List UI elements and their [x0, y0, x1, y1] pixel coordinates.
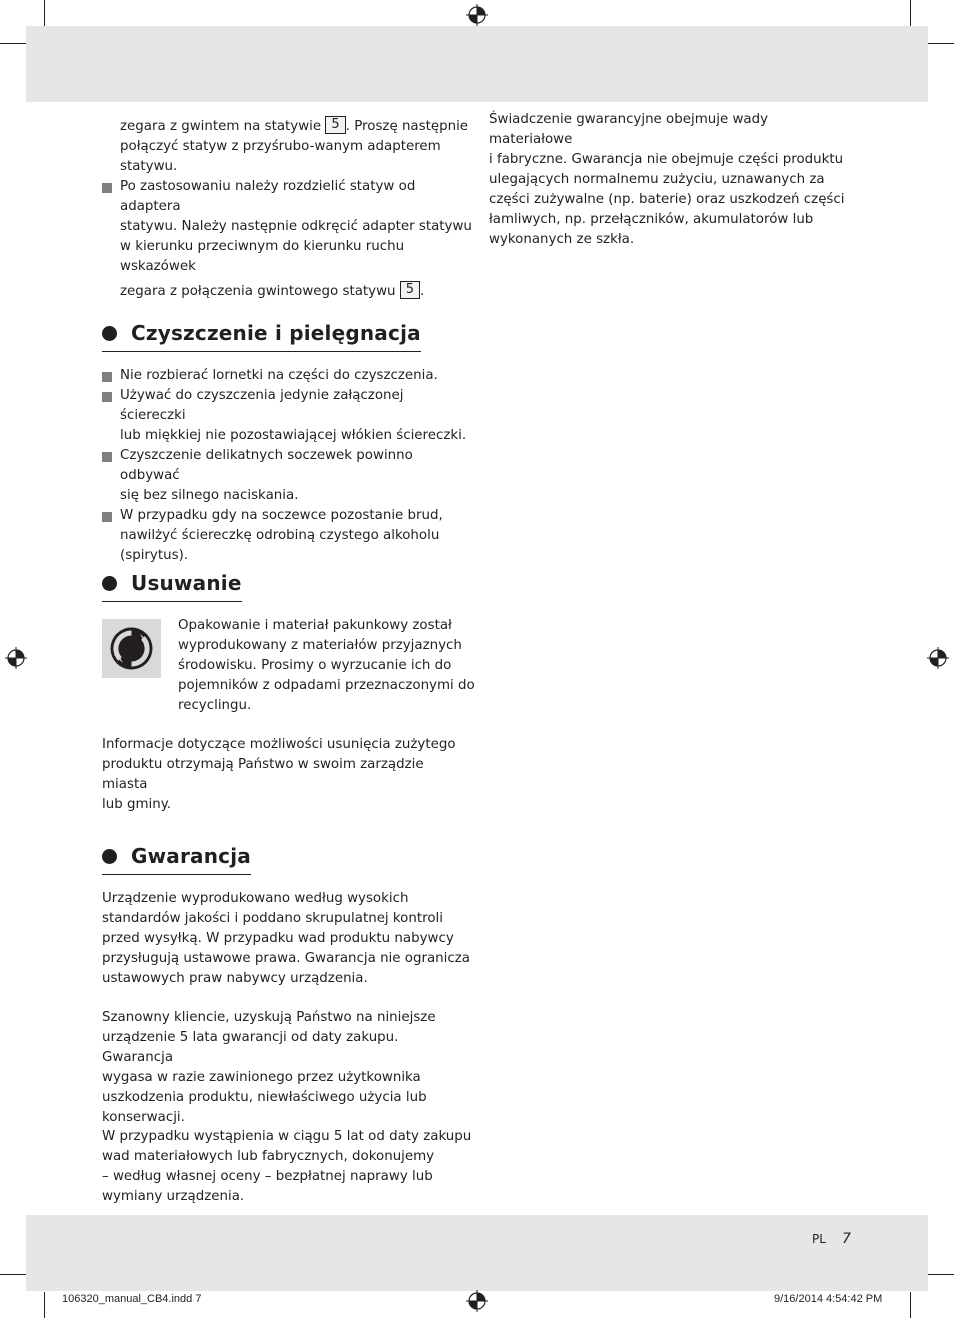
crop-mark: [910, 0, 911, 26]
section-heading-disposal: Usuwanie: [102, 571, 242, 596]
warranty-paragraph-1: Urządzenie wyprodukowano według wysokich standardów jakości i poddano skrupulatnej kontroli przed wysyłką. W przypadku wad produktu nabywcy przysługują ustawowe prawa. Gwarancja nie ogranicza ustawowych praw nabywcy urządzenia.: [102, 891, 470, 986]
page-number: 7: [842, 1231, 851, 1247]
heading-dot-icon: [102, 576, 117, 591]
crop-mark: [0, 1274, 26, 1275]
crop-mark: [44, 0, 45, 26]
disposal-info: Informacje dotyczące możliwości usunięcia zużytego produktu otrzymają Państwo w swoim zarządzie miasta lub gminy.: [102, 737, 456, 812]
registration-mark-icon: [466, 4, 488, 26]
packaging-text: Opakowanie i materiał pakunkowy został wyprodukowany z materiałów przyjaznych środowisku. Prosimy o wyrzucanie ich do pojemników z odpadami przeznaczonymi do recyclingu.: [178, 618, 475, 713]
figure-reference: 5: [325, 116, 345, 134]
figure-reference: 5: [400, 281, 420, 299]
crop-mark: [910, 1292, 911, 1318]
bullet-square-icon: [102, 372, 112, 382]
recycle-icon: [102, 619, 161, 678]
list-item: Po zastosowaniu należy rozdzielić statyw od adaptera statywu. Należy następnie odkręcić adapter statywu w kierunku przeciwnym do kierunku ruchu wskazówek zegara z połączenia gwintowego statywu 5 .: [102, 177, 472, 302]
list-item: Używać do czyszczenia jedynie załączonej ściereczki lub miękkiej nie pozostawiającej włókien ściereczki.: [102, 386, 472, 446]
recycle-symbol: [102, 619, 161, 678]
bullet-square-icon: [102, 183, 112, 193]
heading-dot-icon: [102, 849, 117, 864]
heading-underline: [102, 351, 421, 352]
bullet-square-icon: [102, 512, 112, 522]
list-item: W przypadku gdy na soczewce pozostanie brud, nawilżyć ściereczkę odrobiną czystego alkoholu (spirytus).: [102, 506, 472, 566]
print-slug-date: 9/16/2014 4:54:42 PM: [774, 1293, 883, 1305]
header-band: [26, 26, 928, 102]
heading-underline: [102, 601, 242, 602]
heading-underline: [102, 874, 251, 875]
crop-mark: [44, 1292, 45, 1318]
list-item: Nie rozbierać lornetki na części do czyszczenia.: [102, 366, 472, 386]
registration-mark-icon: [466, 1290, 488, 1312]
bullet-square-icon: [102, 452, 112, 462]
warranty-paragraph-2: Szanowny kliencie, uzyskują Państwo na niniejsze urządzenie 5 lata gwarancji od daty zakupu. Gwarancja wygasa w razie zawinionego przez użytkownika uszkodzenia produktu, niewłaściwego użycia lub konserwacji.: [102, 1010, 436, 1125]
registration-mark-icon: [5, 647, 27, 669]
crop-mark: [0, 43, 26, 44]
section-heading-warranty: Gwarancja: [102, 844, 251, 869]
tripod-instructions: zegara z gwintem na statywie 5 . Proszę następnie połączyć statyw z przyśrubo-wanym adapterem statywu. Po zastosowaniu należy rozdzielić statyw od adaptera statywu. Należy następnie odkręcić adapter statywu w kierunku przeciwnym do kierunku ruchu wskazówek zegara z połączenia gwintowego statywu 5 .: [102, 116, 472, 302]
print-slug-file: 106320_manual_CB4.indd 7: [62, 1293, 202, 1305]
cleaning-list: [102, 366, 472, 566]
crop-mark: [928, 1274, 954, 1275]
crop-mark: [928, 43, 954, 44]
section-heading-cleaning: Czyszczenie i pielęgnacja: [102, 321, 421, 346]
language-code: PL: [812, 1232, 826, 1246]
heading-dot-icon: [102, 326, 117, 341]
bullet-square-icon: [102, 392, 112, 402]
list-item: Czyszczenie delikatnych soczewek powinno odbywać się bez silnego naciskania.: [102, 446, 472, 506]
registration-mark-icon: [927, 647, 949, 669]
footer-band: [26, 1215, 928, 1291]
warranty-paragraph-3: W przypadku wystąpienia w ciągu 5 lat od daty zakupu wad materiałowych lub fabrycznych, dokonujemy – według własnej oceny – bezpłatnej naprawy lub wymiany urządzenia.: [102, 1129, 472, 1204]
warranty-coverage-text: Świadczenie gwarancyjne obejmuje wady materiałowe i fabryczne. Gwarancja nie obejmuje części produktu ulegających normalnemu zużyciu, uznawanych za części zużywalne (np. baterie) oraz uszkodzeń części łamliwych, np. przełączników, akumulatorów lub wykonanych ze szkła.: [489, 112, 845, 247]
